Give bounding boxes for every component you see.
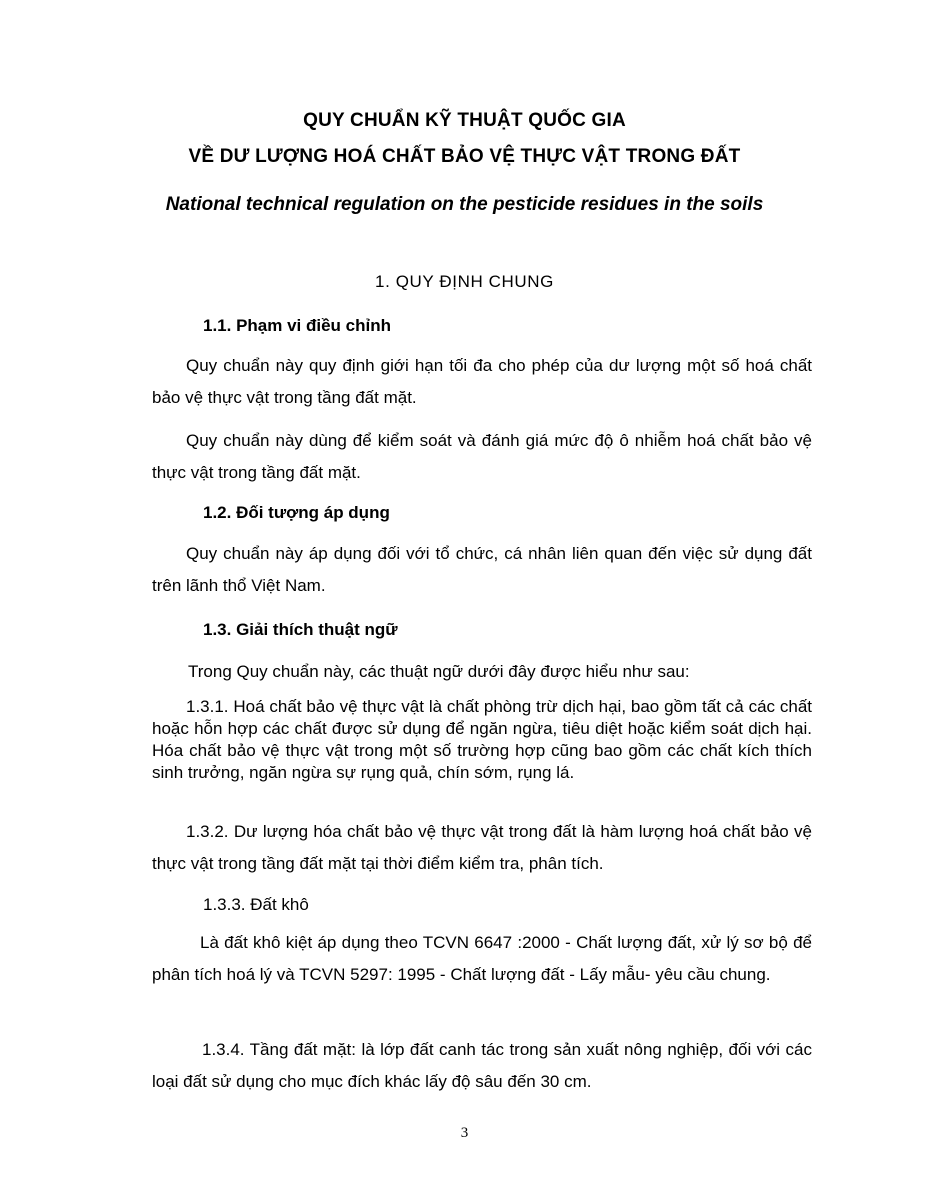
page-number: 3 xyxy=(460,1125,469,1141)
paragraph-scope-1: Quy chuẩn này quy định giới hạn tối đa cho phép của dư lượng một số hoá chất bảo vệ thực vật trong tầng đất mặt. xyxy=(152,356,812,407)
heading-scope: 1.1. Phạm vi điều chỉnh xyxy=(203,316,391,335)
heading-terms: 1.3. Giải thích thuật ngữ xyxy=(203,620,398,639)
paragraph-scope-2: Quy chuẩn này dùng để kiểm soát và đánh giá mức độ ô nhiễm hoá chất bảo vệ thực vật trong tầng đất mặt. xyxy=(152,431,812,482)
document-title-line-1: QUY CHUẨN KỸ THUẬT QUỐC GIA xyxy=(303,110,626,131)
paragraph-applicable-subjects: Quy chuẩn này áp dụng đối với tổ chức, cá nhân liên quan đến việc sử dụng đất trên lãnh thổ Việt Nam. xyxy=(152,544,812,595)
section-heading-general: 1. QUY ĐỊNH CHUNG xyxy=(375,272,554,291)
paragraph-term-dry-soil: Là đất khô kiệt áp dụng theo TCVN 6647 :2000 - Chất lượng đất, xử lý sơ bộ để phân tích hoá lý và TCVN 5297: 1995 - Chất lượng đất - Lấy mẫu- yêu cầu chung. xyxy=(152,933,812,984)
paragraph-term-residue: 1.3.2. Dư lượng hóa chất bảo vệ thực vật trong đất là hàm lượng hoá chất bảo vệ thực vật trong tầng đất mặt tại thời điểm kiểm tra, phân tích. xyxy=(152,822,812,873)
paragraph-terms-intro: Trong Quy chuẩn này, các thuật ngữ dưới đây được hiểu như sau: xyxy=(188,662,690,681)
document-title-line-2: VỀ DƯ LƯỢNG HOÁ CHẤT BẢO VỆ THỰC VẬT TRONG ĐẤT xyxy=(188,146,741,167)
document-subtitle-english: National technical regulation on the pesticide residues in the soils xyxy=(165,194,764,215)
heading-applicable-subjects: 1.2. Đối tượng áp dụng xyxy=(203,503,390,522)
paragraph-term-topsoil: 1.3.4. Tầng đất mặt: là lớp đất canh tác trong sản xuất nông nghiệp, đối với các loại đất sử dụng cho mục đích khác lấy độ sâu đến 30 cm. xyxy=(152,1040,812,1091)
heading-dry-soil: 1.3.3. Đất khô xyxy=(203,895,309,914)
paragraph-term-pesticide: 1.3.1. Hoá chất bảo vệ thực vật là chất phòng trừ dịch hại, bao gồm tất cả các chất hoặc hỗn hợp các chất được sử dụng để ngăn ngừa, tiêu diệt hoặc kiểm soát dịch hại. Hóa chất bảo vệ thực vật trong một số trường hợp cũng bao gồm các chất kích thích sinh trưởng, ngăn ngừa sự rụng quả, chín sớm, rụng lá. xyxy=(152,697,812,782)
